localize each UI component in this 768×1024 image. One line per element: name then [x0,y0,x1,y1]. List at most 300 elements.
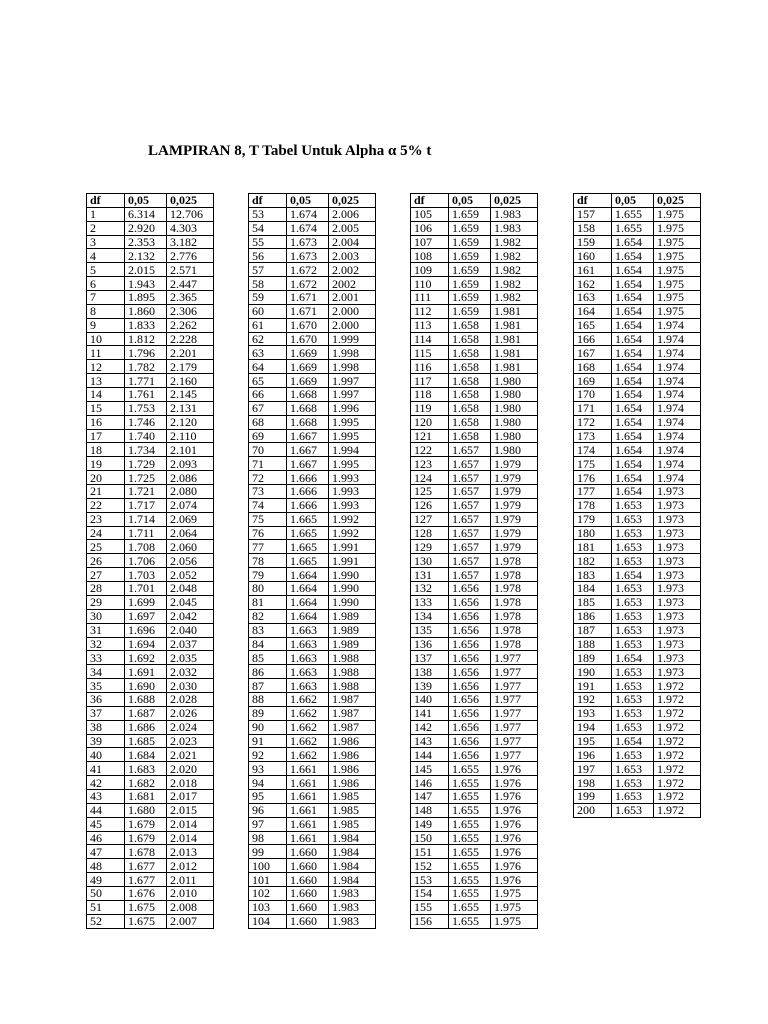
alpha-005-cell: 1.666 [287,498,329,512]
alpha-0025-cell: 1.982 [491,249,538,263]
df-cell: 61 [249,318,287,332]
table-row [87,762,214,776]
df-cell: 87 [249,679,287,693]
alpha-0025-cell: 1.979 [491,471,538,485]
alpha-005-cell: 1.666 [287,471,329,485]
alpha-005-cell: 1.656 [449,692,491,706]
df-cell: 79 [249,568,287,582]
table-row [249,831,376,845]
table-row [87,346,214,360]
alpha-005-cell: 1.676 [125,886,167,900]
table-row [87,886,214,900]
df-cell: 82 [249,609,287,623]
alpha-0025-cell: 2.035 [167,651,214,665]
table-row [249,332,376,346]
table-row [249,720,376,734]
table-row [249,304,376,318]
table-row [574,665,701,679]
alpha-0025-cell: 1.973 [654,637,701,651]
alpha-005-cell: 1.660 [287,859,329,873]
alpha-005-cell: 1.782 [125,360,167,374]
df-cell: 4 [87,249,125,263]
alpha-005-cell: 1.662 [287,720,329,734]
alpha-005-cell: 1.669 [287,374,329,388]
df-cell: 52 [87,914,125,928]
df-cell: 172 [574,415,612,429]
alpha-0025-cell: 1.990 [329,568,376,582]
table-row [574,360,701,374]
df-cell: 132 [411,582,449,596]
df-cell: 93 [249,762,287,776]
alpha-0025-cell: 1.977 [491,692,538,706]
df-cell: 85 [249,651,287,665]
alpha-005-cell: 1.655 [449,803,491,817]
alpha-0025-cell: 1.983 [329,914,376,928]
alpha-005-cell: 1.667 [287,429,329,443]
alpha-0025-cell: 2.024 [167,720,214,734]
table-row [411,526,538,540]
alpha-005-cell: 1.654 [612,388,654,402]
table-row [411,706,538,720]
df-cell: 173 [574,429,612,443]
alpha-0025-cell: 1.993 [329,485,376,499]
alpha-0025-cell: 2.145 [167,388,214,402]
table-row [574,568,701,582]
alpha-0025-cell: 1.995 [329,457,376,471]
table-row [249,568,376,582]
df-cell: 139 [411,679,449,693]
table-row [87,471,214,485]
df-cell: 146 [411,776,449,790]
table-row [87,526,214,540]
alpha-0025-cell: 2.365 [167,291,214,305]
df-cell: 7 [87,291,125,305]
df-cell: 150 [411,831,449,845]
alpha-0025-cell: 2.028 [167,692,214,706]
table-row [411,360,538,374]
alpha-0025-cell: 1.986 [329,734,376,748]
table-row [249,748,376,762]
alpha-0025-cell: 1.986 [329,762,376,776]
alpha-005-cell: 1.675 [125,900,167,914]
alpha-0025-cell: 2.020 [167,762,214,776]
alpha-005-cell: 1.663 [287,679,329,693]
df-cell: 144 [411,748,449,762]
alpha-005-cell: 1.699 [125,595,167,609]
table-row [87,665,214,679]
df-cell: 66 [249,388,287,402]
table-row [87,845,214,859]
df-cell: 157 [574,207,612,221]
t-table-block-4 [573,193,701,818]
df-cell: 72 [249,471,287,485]
df-cell: 124 [411,471,449,485]
df-cell: 185 [574,595,612,609]
df-cell: 15 [87,401,125,415]
alpha-0025-cell: 1.972 [654,679,701,693]
alpha-0025-cell: 2002 [329,277,376,291]
alpha-005-cell: 1.714 [125,512,167,526]
df-cell: 47 [87,845,125,859]
table-row [249,817,376,831]
alpha-005-cell: 1.653 [612,637,654,651]
df-cell: 91 [249,734,287,748]
table-row [411,304,538,318]
alpha-0025-cell: 1.986 [329,776,376,790]
alpha-0025-cell: 1.990 [329,595,376,609]
alpha-0025-cell: 2.040 [167,623,214,637]
table-row [411,540,538,554]
alpha-005-cell: 1.654 [612,263,654,277]
table-row [411,485,538,499]
df-cell: 20 [87,471,125,485]
table-row [87,457,214,471]
alpha-0025-cell: 1.975 [491,914,538,928]
alpha-005-cell: 1.660 [287,900,329,914]
alpha-0025-cell: 1.991 [329,554,376,568]
table-row [87,595,214,609]
alpha-0025-cell: 1.974 [654,457,701,471]
table-row [87,789,214,803]
alpha-0025-cell: 2.052 [167,568,214,582]
table-row [574,263,701,277]
df-cell: 178 [574,498,612,512]
alpha-0025-cell: 2.306 [167,304,214,318]
alpha-005-cell: 1.663 [287,637,329,651]
table-row [411,498,538,512]
alpha-0025-cell: 2.045 [167,595,214,609]
alpha-0025-cell: 2.776 [167,249,214,263]
table-row [574,554,701,568]
table-row [411,346,538,360]
table-row [574,512,701,526]
alpha-005-cell: 1.833 [125,318,167,332]
table-row [87,748,214,762]
alpha-0025-cell: 1.980 [491,374,538,388]
alpha-005-cell: 1.661 [287,762,329,776]
alpha-005-cell: 1.657 [449,526,491,540]
alpha-0025-cell: 1.997 [329,388,376,402]
alpha-005-cell: 1.721 [125,485,167,499]
table-row [574,415,701,429]
alpha-005-cell: 1.653 [612,526,654,540]
df-cell: 165 [574,318,612,332]
table-row [574,679,701,693]
df-cell: 18 [87,443,125,457]
alpha-005-cell: 1.656 [449,665,491,679]
alpha-005-cell: 2.353 [125,235,167,249]
alpha-0025-cell: 1.983 [491,221,538,235]
alpha-0025-cell: 1.978 [491,609,538,623]
table-row [87,651,214,665]
df-cell: 29 [87,595,125,609]
alpha-005-cell: 1.656 [449,582,491,596]
alpha-005-cell: 1.685 [125,734,167,748]
table-row [87,388,214,402]
table-row [249,554,376,568]
alpha-0025-cell: 1.979 [491,540,538,554]
table-row [574,401,701,415]
table-row [574,498,701,512]
table-row [249,249,376,263]
alpha-005-cell: 1.761 [125,388,167,402]
alpha-0025-cell: 1.998 [329,346,376,360]
table-row [411,207,538,221]
table-row [249,734,376,748]
table-row [87,776,214,790]
df-cell: 41 [87,762,125,776]
alpha-005-cell: 1.711 [125,526,167,540]
alpha-0025-cell: 1.989 [329,609,376,623]
alpha-005-cell: 1.654 [612,235,654,249]
alpha-0025-cell: 2.021 [167,748,214,762]
df-cell: 69 [249,429,287,443]
alpha-0025-cell: 1.973 [654,609,701,623]
df-cell: 152 [411,859,449,873]
alpha-0025-cell: 1.976 [491,817,538,831]
alpha-0025-cell: 1.975 [491,900,538,914]
df-cell: 35 [87,679,125,693]
df-cell: 106 [411,221,449,235]
df-cell: 141 [411,706,449,720]
df-cell: 60 [249,304,287,318]
alpha-0025-cell: 1.981 [491,332,538,346]
table-row [411,235,538,249]
table-row [249,886,376,900]
alpha-005-cell: 1.668 [287,388,329,402]
table-row [249,859,376,873]
alpha-005-cell: 1.729 [125,457,167,471]
alpha-0025-cell: 1.976 [491,845,538,859]
table-row [249,374,376,388]
table-row [574,706,701,720]
alpha-005-cell: 1.660 [287,886,329,900]
df-cell: 43 [87,789,125,803]
alpha-005-cell: 1.654 [612,249,654,263]
table-row [249,415,376,429]
alpha-005-cell: 1.671 [287,304,329,318]
alpha-005-cell: 1.691 [125,665,167,679]
df-cell: 94 [249,776,287,790]
alpha-005-cell: 6.314 [125,207,167,221]
table-row [87,831,214,845]
alpha-005-cell: 1.679 [125,817,167,831]
table-row [411,568,538,582]
table-row [411,859,538,873]
alpha-005-cell: 1.663 [287,665,329,679]
df-cell: 196 [574,748,612,762]
alpha-0025-cell: 1.974 [654,374,701,388]
table-row [249,706,376,720]
table-row [411,651,538,665]
table-row [574,471,701,485]
alpha-005-cell: 1.656 [449,651,491,665]
df-cell: 92 [249,748,287,762]
table-row [87,512,214,526]
df-cell: 191 [574,679,612,693]
df-cell: 28 [87,582,125,596]
table-row [249,776,376,790]
table-row [87,221,214,235]
alpha-005-cell: 1.669 [287,360,329,374]
df-cell: 176 [574,471,612,485]
alpha-005-cell: 1.654 [612,415,654,429]
alpha-005-cell: 1.708 [125,540,167,554]
df-cell: 75 [249,512,287,526]
df-cell: 13 [87,374,125,388]
alpha-0025-cell: 1.983 [329,886,376,900]
alpha-0025-cell: 1.972 [654,734,701,748]
df-cell: 105 [411,207,449,221]
alpha-0025-cell: 1.992 [329,526,376,540]
alpha-0025-cell: 2.011 [167,873,214,887]
alpha-005-cell: 1.661 [287,803,329,817]
header-df: df [249,194,287,208]
df-cell: 142 [411,720,449,734]
df-cell: 199 [574,789,612,803]
alpha-005-cell: 1.663 [287,651,329,665]
alpha-0025-cell: 1.979 [491,457,538,471]
alpha-005-cell: 1.662 [287,748,329,762]
alpha-005-cell: 1.654 [612,291,654,305]
alpha-005-cell: 1.656 [449,720,491,734]
df-cell: 50 [87,886,125,900]
df-cell: 108 [411,249,449,263]
alpha-0025-cell: 2.008 [167,900,214,914]
table-row [411,665,538,679]
alpha-005-cell: 1.659 [449,291,491,305]
alpha-0025-cell: 1.975 [654,291,701,305]
alpha-0025-cell: 1.986 [329,748,376,762]
alpha-0025-cell: 1.983 [491,207,538,221]
df-cell: 125 [411,485,449,499]
alpha-005-cell: 1.668 [287,415,329,429]
table-header-row [574,194,701,208]
alpha-0025-cell: 2.015 [167,803,214,817]
alpha-0025-cell: 2.160 [167,374,214,388]
df-cell: 123 [411,457,449,471]
alpha-005-cell: 1.667 [287,443,329,457]
alpha-005-cell: 1.796 [125,346,167,360]
df-cell: 22 [87,498,125,512]
table-row [574,429,701,443]
page-title: LAMPIRAN 8, T Tabel Untuk Alpha α 5% t [148,143,432,159]
alpha-0025-cell: 1.988 [329,679,376,693]
alpha-0025-cell: 1.980 [491,401,538,415]
df-cell: 186 [574,609,612,623]
df-cell: 182 [574,554,612,568]
table-row [249,540,376,554]
df-cell: 32 [87,637,125,651]
table-row [87,706,214,720]
alpha-005-cell: 1.657 [449,554,491,568]
alpha-005-cell: 1.683 [125,762,167,776]
table-row [87,304,214,318]
alpha-0025-cell: 4.303 [167,221,214,235]
alpha-0025-cell: 2.086 [167,471,214,485]
t-table-block-1 [86,193,214,929]
alpha-0025-cell: 1.980 [491,429,538,443]
table-row [574,457,701,471]
df-cell: 97 [249,817,287,831]
alpha-0025-cell: 2.048 [167,582,214,596]
df-cell: 140 [411,692,449,706]
alpha-0025-cell: 1.995 [329,415,376,429]
df-cell: 170 [574,388,612,402]
alpha-005-cell: 1.656 [449,734,491,748]
table-row [574,748,701,762]
alpha-005-cell: 1.655 [449,776,491,790]
alpha-0025-cell: 2.262 [167,318,214,332]
df-cell: 116 [411,360,449,374]
alpha-005-cell: 1.674 [287,221,329,235]
alpha-005-cell: 1.696 [125,623,167,637]
table-row [249,207,376,221]
table-row [411,609,538,623]
table-row [574,235,701,249]
alpha-0025-cell: 1.980 [491,388,538,402]
table-row [249,637,376,651]
alpha-0025-cell: 1.972 [654,748,701,762]
df-cell: 21 [87,485,125,499]
df-cell: 89 [249,706,287,720]
alpha-0025-cell: 1.999 [329,332,376,346]
df-cell: 137 [411,651,449,665]
df-cell: 163 [574,291,612,305]
alpha-005-cell: 1.812 [125,332,167,346]
df-cell: 149 [411,817,449,831]
alpha-005-cell: 1.655 [449,886,491,900]
alpha-005-cell: 1.943 [125,277,167,291]
alpha-005-cell: 1.660 [287,914,329,928]
header-alpha-0025: 0,025 [167,194,214,208]
alpha-0025-cell: 2.037 [167,637,214,651]
df-cell: 68 [249,415,287,429]
alpha-005-cell: 1.653 [612,692,654,706]
df-cell: 10 [87,332,125,346]
df-cell: 197 [574,762,612,776]
df-cell: 9 [87,318,125,332]
alpha-005-cell: 1.668 [287,401,329,415]
alpha-005-cell: 1.655 [449,845,491,859]
table-row [249,291,376,305]
table-row [249,623,376,637]
table-row [411,221,538,235]
df-cell: 187 [574,623,612,637]
table-row [411,873,538,887]
table-row [411,443,538,457]
alpha-0025-cell: 2.002 [329,263,376,277]
alpha-005-cell: 1.653 [612,609,654,623]
table-row [411,914,538,928]
df-cell: 126 [411,498,449,512]
alpha-005-cell: 1.672 [287,277,329,291]
df-cell: 17 [87,429,125,443]
alpha-0025-cell: 1.972 [654,720,701,734]
df-cell: 77 [249,540,287,554]
alpha-0025-cell: 1.978 [491,554,538,568]
table-row [249,443,376,457]
alpha-0025-cell: 2.004 [329,235,376,249]
table-row [87,637,214,651]
alpha-005-cell: 1.655 [449,873,491,887]
table-row [574,609,701,623]
df-cell: 174 [574,443,612,457]
table-row [249,679,376,693]
alpha-005-cell: 1.667 [287,457,329,471]
alpha-0025-cell: 1.975 [654,221,701,235]
df-cell: 83 [249,623,287,637]
